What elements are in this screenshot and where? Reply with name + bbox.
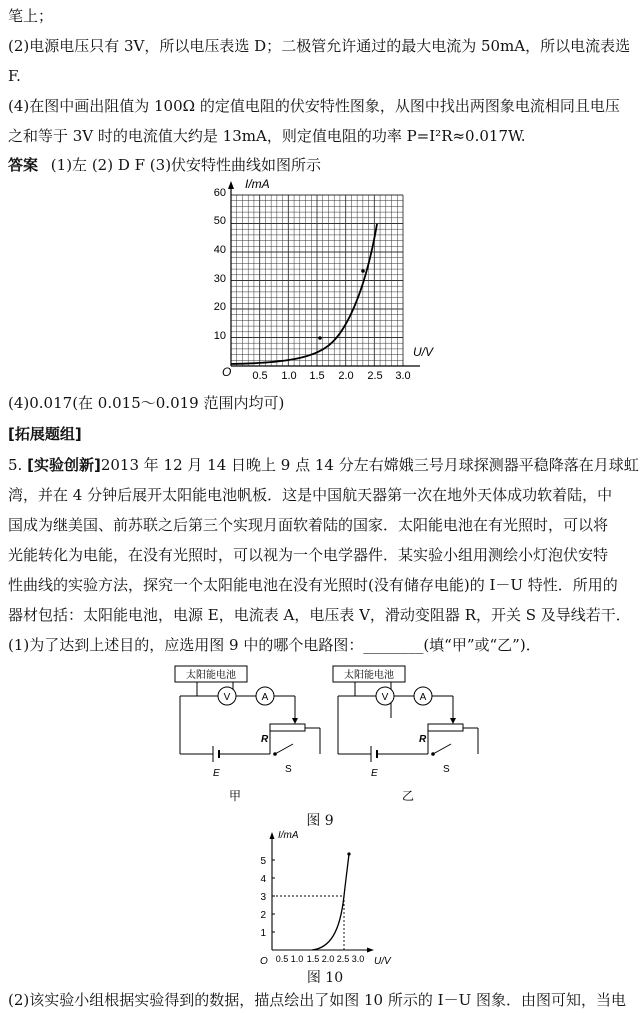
question-5-line bbox=[8, 455, 639, 475]
y-arrow bbox=[228, 181, 234, 189]
circuit-jia bbox=[175, 666, 320, 803]
text-line: (4)0.017(在 0.015～0.019 范围内均可) bbox=[8, 394, 285, 412]
graph-1-point bbox=[318, 336, 322, 340]
ammeter-label: A bbox=[261, 692, 269, 703]
text-line: F. bbox=[8, 67, 21, 85]
y-tick: 5 bbox=[260, 856, 266, 867]
graph-2-xlabel: U/V bbox=[374, 956, 391, 967]
switch-label: S bbox=[285, 764, 292, 775]
y-tick: 2 bbox=[260, 910, 266, 921]
voltmeter-label: V bbox=[223, 692, 231, 703]
y-tick: 20 bbox=[213, 301, 226, 313]
question-tag: [实验创新] bbox=[27, 456, 101, 474]
graph-2-curve bbox=[312, 854, 349, 950]
y-arrow bbox=[270, 832, 275, 839]
figure-9-caption: 图 9 bbox=[306, 813, 334, 829]
x-tick: 2.5 bbox=[336, 954, 350, 964]
ammeter-label: A bbox=[419, 692, 427, 703]
x-tick: 0.5 bbox=[275, 954, 289, 964]
text-line: (2)该实验小组根据实验得到的数据，描点绘出了如图 10 所示的 I－U 图象．由图可知，当电 bbox=[8, 991, 626, 1009]
rheostat-label: R bbox=[261, 734, 269, 745]
x-tick: 1.5 bbox=[309, 370, 325, 382]
graph-1-xlabel: U/V bbox=[413, 345, 434, 359]
text-line: 国成为继美国、前苏联之后第三个实现月面软着陆的国家．太阳能电池在有光照时，可以将 bbox=[8, 516, 609, 534]
y-tick: 4 bbox=[260, 874, 266, 885]
graph-2 bbox=[252, 828, 402, 968]
x-tick: 3.0 bbox=[351, 954, 365, 964]
section-heading: [拓展题组] bbox=[8, 425, 82, 443]
y-tick: 40 bbox=[213, 244, 226, 256]
y-tick: 10 bbox=[213, 330, 226, 342]
solar-cell-label: 太阳能电池 bbox=[344, 670, 394, 681]
y-tick: 60 bbox=[213, 187, 226, 199]
x-tick: 1.5 bbox=[306, 954, 320, 964]
graph-1-origin: O bbox=[222, 365, 232, 379]
text-line: (1)为了达到上述目的，应选用图 9 中的哪个电路图：________(填“甲”或“乙”)． bbox=[8, 636, 541, 654]
x-tick: 3.0 bbox=[395, 370, 411, 382]
graph-1-point bbox=[361, 269, 365, 273]
circuit-caption-jia: 甲 bbox=[228, 789, 242, 803]
text-line: 之和等于 3V 时的电流值大约是 13mA，则定值电阻的功率 P=I²R≈0.017W. bbox=[8, 127, 526, 145]
voltmeter-label: V bbox=[381, 692, 389, 703]
question-text: 2013 年 12 月 14 日晚上 9 点 14 分左右嫦娥三号月球探测器平稳降落在月球虹 bbox=[100, 456, 639, 474]
question-number: 5. bbox=[8, 456, 23, 474]
circuit-caption-yi: 乙 bbox=[401, 789, 415, 803]
source-label: E bbox=[213, 768, 220, 779]
graph-1-ylabel: I/mA bbox=[245, 177, 270, 191]
graph-1 bbox=[205, 177, 434, 383]
text-line: 光能转化为电能，在没有光照时，可以视为一个电学器件．某实验小组用测绘小灯泡伏安特 bbox=[8, 546, 609, 564]
circuit-yi bbox=[333, 666, 478, 803]
x-tick: 1.0 bbox=[290, 954, 304, 964]
text-line: 笔上； bbox=[8, 7, 54, 25]
x-tick: 1.0 bbox=[281, 370, 297, 382]
text-line: 湾，并在 4 分钟后展开太阳能电池帆板．这是中国航天器第一次在地外天体成功软着陆，中 bbox=[8, 486, 613, 504]
y-tick: 3 bbox=[260, 892, 266, 903]
x-tick: 2.0 bbox=[321, 954, 335, 964]
switch-label: S bbox=[443, 764, 450, 775]
text-line: 器材包括：太阳能电池，电源 E，电流表 A，电压表 V，滑动变阻器 R，开关 S 及导线若干． bbox=[8, 606, 631, 624]
graph-2-ylabel: I/mA bbox=[278, 830, 299, 841]
x-arrow bbox=[367, 948, 374, 953]
y-tick: 30 bbox=[213, 273, 226, 285]
x-tick: 2.5 bbox=[367, 370, 383, 382]
source-label: E bbox=[371, 768, 378, 779]
solar-cell-label: 太阳能电池 bbox=[186, 670, 236, 681]
text-line: 性曲线的实验方法，探究一个太阳能电池在没有光照时(没有储存电能)的 I－U 特性．所用的 bbox=[8, 576, 618, 594]
rheostat-label: R bbox=[419, 734, 427, 745]
answer-text: (1)左 (2) D F (3)伏安特性曲线如图所示 bbox=[50, 156, 322, 174]
x-tick: 0.5 bbox=[252, 370, 268, 382]
graph-2-origin: O bbox=[260, 956, 268, 967]
answer-label: 答案 bbox=[8, 156, 39, 174]
y-tick: 1 bbox=[260, 928, 266, 939]
text-line: (4)在图中画出阻值为 100Ω 的定值电阻的伏安特性图象，从图中找出两图象电流相同且电压 bbox=[8, 97, 620, 115]
y-tick: 50 bbox=[213, 215, 226, 227]
graph-2-point bbox=[347, 852, 350, 855]
x-tick: 2.0 bbox=[338, 370, 354, 382]
answer-line bbox=[8, 155, 321, 175]
text-line: (2)电源电压只有 3V，所以电压表选 D；二极管允许通过的最大电流为 50mA，所以电流表选 bbox=[8, 37, 631, 55]
circuit-diagrams bbox=[175, 660, 515, 810]
graph-1-grid bbox=[231, 195, 403, 366]
figure-10-caption: 图 10 bbox=[306, 970, 344, 986]
